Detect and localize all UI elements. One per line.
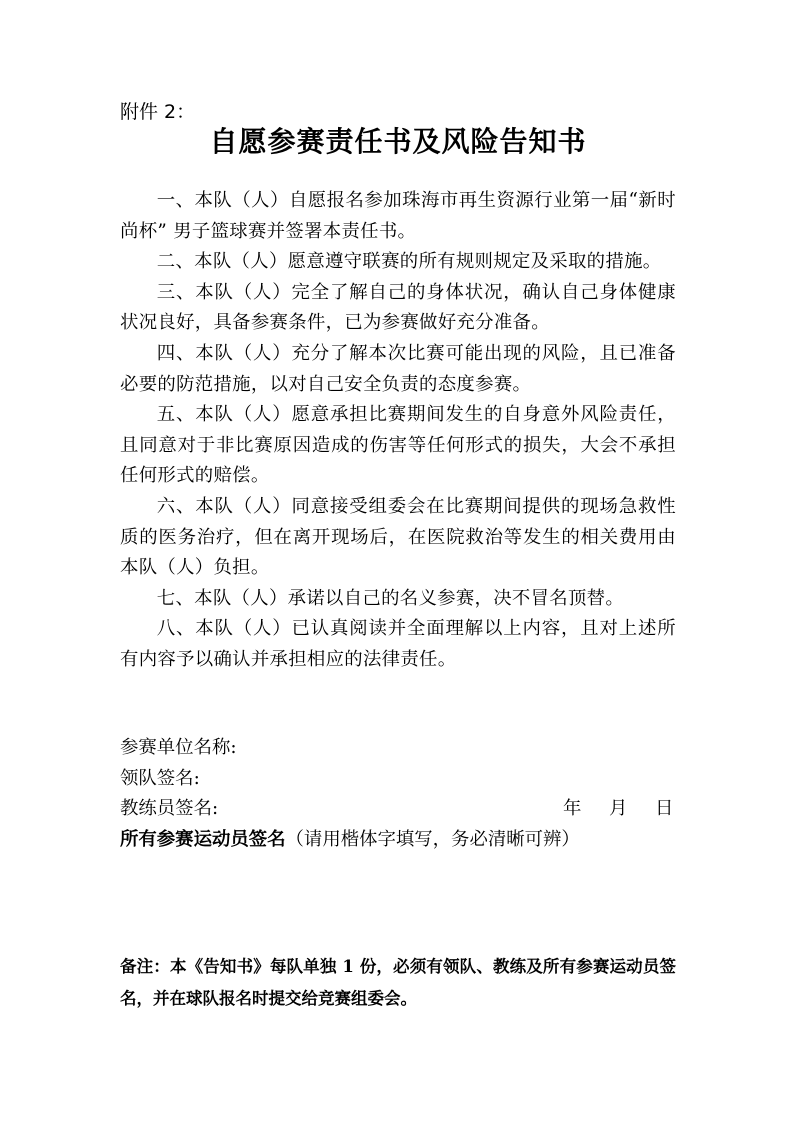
clause-7: 七、本队（人）承诺以自己的名义参赛，决不冒名顶替。 xyxy=(156,587,625,609)
clause-6: 六、本队（人）同意接受组委会在比赛期间提供的现场急救性质的医务治疗，但在离开现场后，在医院救治等发生的相关费用由本队（人）负担。 xyxy=(120,495,676,579)
date-year-label: 年 xyxy=(563,798,582,820)
date-month-label: 月 xyxy=(609,798,628,820)
clause-2: 二、本队（人）愿意遵守联赛的所有规则规定及采取的措施。 xyxy=(156,251,662,273)
clause-4: 四、本队（人）充分了解本次比赛可能出现的风险，且已准备必要的防范措施，以对自己安全负责的态度参赛。 xyxy=(120,342,676,395)
attachment-label: 附件 2： xyxy=(120,101,196,123)
clause-1: 一、本队（人）自愿报名参加珠海市再生资源行业第一届“新时尚杯” 男子篮球赛并签署本责任书。 xyxy=(120,190,676,242)
document-title: 自愿参赛责任书及风险告知书 xyxy=(209,125,587,158)
signature-section xyxy=(120,733,676,855)
remarks-note: 备注：本《告知书》每队单独 1 份，必须有领队、教练及所有参赛运动员签名，并在球队报名时提交给竞赛组委会。 xyxy=(120,957,676,1008)
clause-8: 八、本队（人）已认真阅读并全面理解以上内容，且对上述所有内容予以确认并承担相应的法律责任。 xyxy=(120,618,676,670)
team-leader-label: 领队签名: xyxy=(120,767,200,789)
clause-3: 三、本队（人）完全了解自己的身体状况，确认自己身体健康状况良好，具备参赛条件，已为参赛做好充分准备。 xyxy=(120,281,676,334)
date-day-label: 日 xyxy=(655,798,674,820)
coach-label: 教练员签名: xyxy=(120,798,219,820)
coach-row xyxy=(120,794,676,825)
clauses-section xyxy=(120,186,676,676)
unit-name-row xyxy=(120,733,676,764)
date-field xyxy=(563,794,701,825)
athletes-hint: （请用楷体字填写，务必清晰可辨） xyxy=(285,828,580,850)
unit-name-label: 参赛单位名称: xyxy=(120,737,237,758)
athletes-label: 所有参赛运动员签名 xyxy=(120,828,286,850)
clause-5: 五、本队（人）愿意承担比赛期间发生的自身意外风险责任，且同意对于非比赛原因造成的伤害等任何形式的损失，大会不承担任何形式的赔偿。 xyxy=(120,404,676,487)
athletes-row xyxy=(120,825,676,856)
team-leader-row xyxy=(120,764,676,795)
